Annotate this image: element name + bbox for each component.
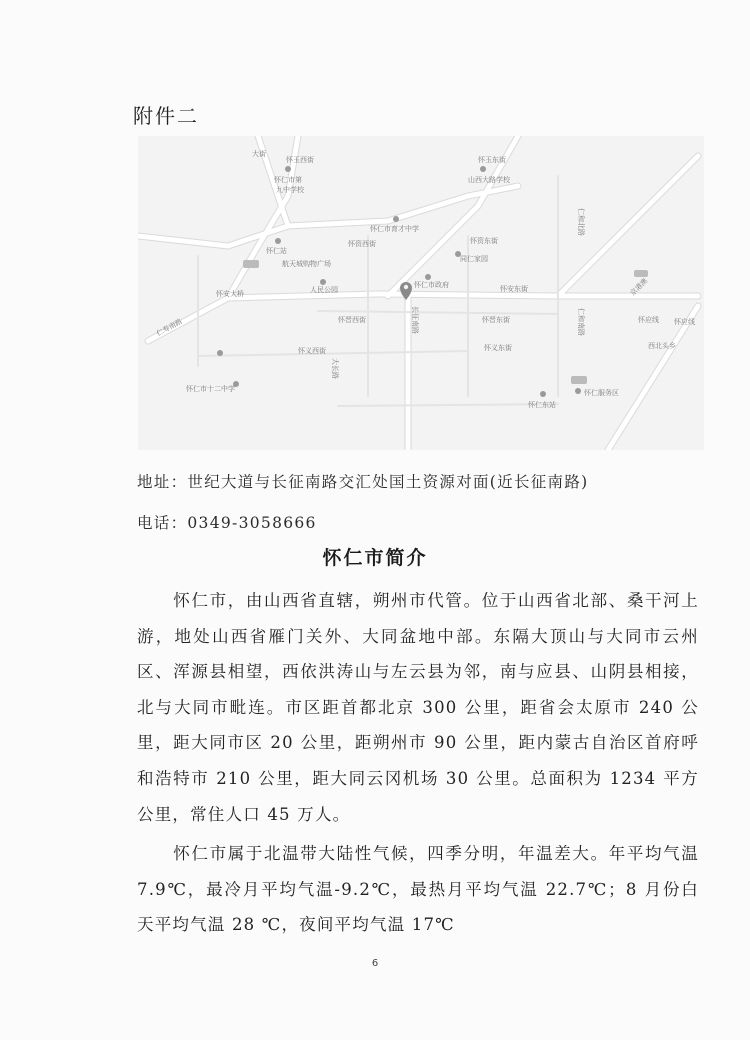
page-number: 6: [371, 958, 379, 969]
map-label-renchang-road: 仁寿南路: [155, 317, 184, 338]
map-label-xibei-village: 西北头乡: [648, 342, 676, 350]
map-label-middle-school-9-line1: 怀仁市第: [274, 176, 302, 184]
map-label-dachang-road: 大长路: [331, 358, 339, 379]
intro-body: [137, 583, 699, 943]
map-label-huaian-bridge: 怀安大桥: [216, 290, 244, 298]
map-label-huaijin-east: 怀晋东街: [482, 316, 510, 324]
address-line: 地址：世纪大道与长征南路交汇处国土资源对面(近长征南路): [137, 473, 589, 491]
map-label-middle-school-9-line2: 九中学校: [276, 186, 304, 194]
map-label-changzheng-road: 长征南路: [411, 306, 419, 334]
map-label-huaijin-west: 怀晋西街: [338, 316, 366, 324]
map-label-huaiyu-east-street: 怀玉东街: [478, 156, 506, 164]
attachment-label: 附件二: [133, 104, 199, 128]
map-label-renhe-south-road: 仁和南路: [577, 308, 585, 336]
section-title: 怀仁市简介: [322, 547, 428, 569]
map-label-shopping-plaza: 航天城购物广场: [282, 260, 331, 268]
phone-line: 电话：0349-3058666: [137, 514, 317, 532]
map-label-middle-school-12: 怀仁市十二中学: [186, 385, 235, 393]
map-label-service-area: 怀仁服务区: [584, 389, 619, 397]
map-label-east-station: 怀仁东站: [528, 401, 556, 409]
map-label-huaiyu-west: 怀资西街: [348, 240, 376, 248]
map-label-shanxi-school: 山西大路学校: [468, 176, 510, 184]
map-label-huairen-station: 怀仁站: [266, 247, 287, 255]
map-label-jingcheng-road: 京港澳: [628, 276, 650, 298]
map-label-yucai-school: 怀仁市育才中学: [370, 225, 419, 233]
map-label-huaian-east-street: 怀安东街: [500, 285, 528, 293]
map-label-huaiyi-east-street: 怀义东街: [484, 344, 512, 352]
map-label-city-government: 怀仁市政府: [414, 281, 449, 289]
map-label-peoples-park: 人民公园: [310, 286, 338, 294]
map-label-dadao: 大街: [252, 150, 266, 158]
paragraph-climate: 怀仁市属于北温带大陆性气候，四季分明，年温差大。年平均气温 7.9℃，最冷月平均气温-9.2℃，最热月平均气温 22.7℃；8 月份白天平均气温 28 ℃，夜间平均气温 17℃: [137, 844, 699, 935]
map-label-huaiyu-east: 怀资东街: [470, 237, 498, 245]
map-label-renhe-north-road: 仁和北路: [577, 208, 585, 236]
map-canvas: [138, 136, 704, 450]
map-label-huaiyu-street: 怀玉西街: [286, 156, 314, 164]
paragraph-geography: 怀仁市，由山西省直辖，朔州市代管。位于山西省北部、桑干河上游，地处山西省雁门关外、大同盆地中部。东隔大顶山与大同市云州区、浑源县相望，西依洪涛山与左云县为邻，南与应县、山阴县相接，北与大同市毗连。市区距首都北京 300 公里，距省会太原市 240 公里，距大同市区 20 公里，距朔州市 90 公里，距内蒙古自治区首府呼和浩特市 210 公里，距大同云冈机场 30 公里。总面积为 1234 平方公里，常住人口 45 万人。: [137, 591, 699, 824]
map-label-tongren-park: 同仁家园: [460, 255, 488, 263]
map-label-huaiying-line: 怀应线: [638, 316, 659, 324]
map-label-huaizhou-line: 怀应线: [674, 318, 695, 326]
map-label-huaiyi-street: 怀义西街: [298, 347, 326, 355]
location-map: [138, 136, 704, 450]
